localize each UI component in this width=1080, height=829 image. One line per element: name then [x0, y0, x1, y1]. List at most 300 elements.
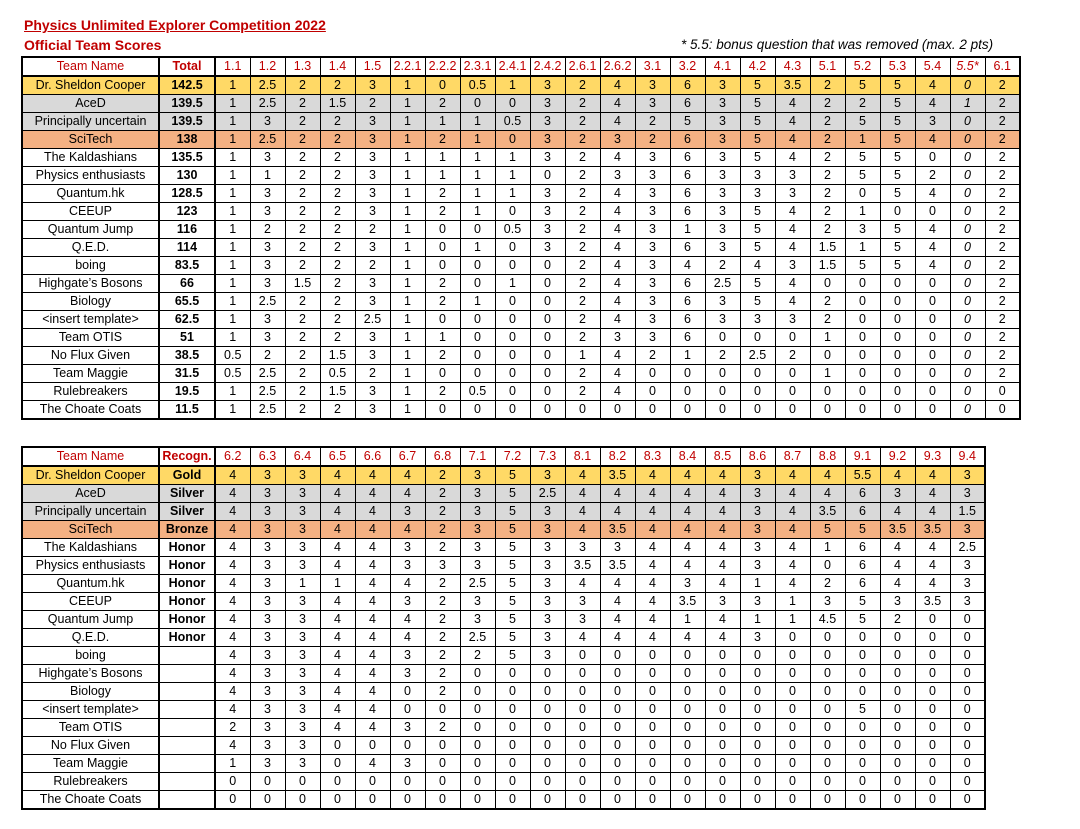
score-cell: 4 [355, 647, 390, 665]
score-cell: 1 [215, 293, 250, 311]
score-cell: 3 [740, 185, 775, 203]
score-cell: 5 [740, 221, 775, 239]
score-cell: 0 [775, 329, 810, 347]
score-cell: 0 [950, 149, 985, 167]
team-name-cell: AceD [22, 485, 159, 503]
score-cell: 3 [530, 185, 565, 203]
score-cell: 5 [740, 293, 775, 311]
score-cell: 0 [775, 683, 810, 701]
score-cell: 3 [635, 275, 670, 293]
score-cell: 0 [530, 665, 565, 683]
score-cell: 4 [565, 629, 600, 647]
score-cell: 2 [320, 131, 355, 149]
score-cell: 3 [635, 311, 670, 329]
score-cell: 2 [985, 365, 1020, 383]
score-cell: 0 [530, 347, 565, 365]
score-cell: 0 [600, 773, 635, 791]
score-cell: 0 [460, 257, 495, 275]
score-cell: 0 [845, 737, 880, 755]
score-cell: 2 [565, 76, 600, 95]
score-cell: 0 [635, 647, 670, 665]
score-cell: 3 [285, 539, 320, 557]
score-cell: 0 [600, 647, 635, 665]
score-cell: 0 [950, 167, 985, 185]
score-cell: 2.5 [250, 293, 285, 311]
score-cell: 4 [915, 466, 950, 485]
score-cell: 1 [215, 113, 250, 131]
score-cell: 4 [915, 257, 950, 275]
team-name-cell: Quantum.hk [22, 185, 159, 203]
score-cell: 0 [495, 737, 530, 755]
score-cell: 3 [775, 167, 810, 185]
score-cell: 6 [670, 275, 705, 293]
score-cell: 1 [250, 167, 285, 185]
table-row [22, 383, 1020, 401]
score-cell: 3 [670, 575, 705, 593]
score-cell: 3 [530, 521, 565, 539]
score-cell: 3 [285, 611, 320, 629]
score-cell: 3 [250, 611, 285, 629]
score-cell: 0 [880, 275, 915, 293]
score-cell: 0 [425, 76, 460, 95]
score-cell: 2 [320, 239, 355, 257]
score-cell: 1 [215, 257, 250, 275]
score-cell: 1 [215, 167, 250, 185]
table-row [22, 95, 1020, 113]
score-cell: 2 [775, 347, 810, 365]
score-cell: 3 [565, 593, 600, 611]
score-cell: 4 [670, 629, 705, 647]
score-cell: 0 [810, 629, 845, 647]
score-cell: 2 [425, 95, 460, 113]
score-cell: 5 [880, 149, 915, 167]
team-name-cell: Highgate’s Bosons [22, 275, 159, 293]
score-cell: 0 [460, 791, 495, 810]
score-cell: 3 [250, 683, 285, 701]
score-cell: 0 [950, 755, 985, 773]
score-cell: 0 [880, 701, 915, 719]
score-cell: 3 [705, 167, 740, 185]
score-cell: 4 [320, 593, 355, 611]
score-cell: 0 [670, 719, 705, 737]
score-cell: 4 [215, 503, 250, 521]
score-cell: 1 [215, 95, 250, 113]
score-cell: 0 [950, 275, 985, 293]
score-cell: 0 [950, 611, 985, 629]
score-cell: 0 [950, 239, 985, 257]
score-cell: 0 [530, 365, 565, 383]
score-cell: 0 [705, 683, 740, 701]
score-cell: 0 [915, 365, 950, 383]
total-cell: 38.5 [159, 347, 215, 365]
score-cell: 6 [845, 503, 880, 521]
score-cell: 4 [215, 485, 250, 503]
score-cell: 1 [460, 149, 495, 167]
score-cell: 0 [495, 329, 530, 347]
recognition-cell: Honor [159, 539, 215, 557]
score-cell: 4 [390, 466, 425, 485]
score-cell: 3 [460, 503, 495, 521]
score-cell: 3 [530, 629, 565, 647]
table-row [22, 401, 1020, 420]
score-cell: 2 [320, 221, 355, 239]
score-cell: 1 [320, 575, 355, 593]
score-cell: 4 [705, 611, 740, 629]
score-cell: 3 [635, 76, 670, 95]
score-cell: 3 [250, 593, 285, 611]
score-cell: 4 [215, 521, 250, 539]
team-name-cell: CEEUP [22, 203, 159, 221]
score-cell: 0 [775, 719, 810, 737]
score-cell: 5 [495, 466, 530, 485]
score-cell: 0 [775, 365, 810, 383]
team-name-cell: The Kaldashians [22, 149, 159, 167]
score-cell: 4 [775, 113, 810, 131]
score-cell: 3 [250, 629, 285, 647]
score-cell: 4 [355, 466, 390, 485]
score-cell: 0 [635, 755, 670, 773]
score-cell: 4 [565, 485, 600, 503]
team-name-cell: The Choate Coats [22, 791, 159, 810]
score-cell: 1.5 [950, 503, 985, 521]
score-cell: 6 [670, 239, 705, 257]
table-row [22, 311, 1020, 329]
team-name-cell: Physics enthusiasts [22, 557, 159, 575]
score-cell: 2 [355, 257, 390, 275]
score-cell: 0 [635, 665, 670, 683]
score-cell: 0.5 [495, 221, 530, 239]
score-cell: 2 [985, 167, 1020, 185]
score-cell: 4 [600, 113, 635, 131]
score-cell: 0 [845, 401, 880, 420]
score-cell: 1.5 [810, 239, 845, 257]
score-cell: 4 [355, 755, 390, 773]
score-cell: 0 [460, 755, 495, 773]
score-cell: 0 [320, 791, 355, 810]
score-cell: 0 [810, 557, 845, 575]
score-cell: 3 [285, 593, 320, 611]
score-cell: 1 [390, 311, 425, 329]
team-name-cell: No Flux Given [22, 347, 159, 365]
table-row [22, 593, 985, 611]
score-cell: 3.5 [600, 466, 635, 485]
score-cell: 0 [530, 293, 565, 311]
score-cell: 4 [600, 365, 635, 383]
score-cell: 2 [985, 203, 1020, 221]
score-cell: 1 [495, 167, 530, 185]
score-cell: 0 [950, 221, 985, 239]
score-cell: 3 [810, 593, 845, 611]
score-cell: 4 [775, 539, 810, 557]
score-cell: 5 [880, 257, 915, 275]
table-row [22, 503, 985, 521]
score-cell: 3 [250, 755, 285, 773]
score-cell: 5 [740, 149, 775, 167]
score-cell: 2 [285, 113, 320, 131]
score-cell: 4.5 [810, 611, 845, 629]
score-cell: 2 [985, 347, 1020, 365]
score-cell: 0 [565, 773, 600, 791]
score-cell: 4 [320, 521, 355, 539]
team-name-cell: Biology [22, 683, 159, 701]
score-cell: 2 [565, 293, 600, 311]
team-name-cell: Rulebreakers [22, 383, 159, 401]
score-cell: 2 [425, 275, 460, 293]
score-cell: 2 [285, 383, 320, 401]
score-cell: 4 [320, 719, 355, 737]
score-cell: 4 [600, 383, 635, 401]
score-cell: 0 [880, 329, 915, 347]
score-cell: 3 [635, 203, 670, 221]
score-cell: 0 [950, 701, 985, 719]
score-cell: 0 [880, 383, 915, 401]
score-cell: 4 [915, 575, 950, 593]
score-cell: 2 [320, 149, 355, 167]
score-cell: 0 [810, 275, 845, 293]
score-cell: 3 [355, 293, 390, 311]
team-name-cell: Team OTIS [22, 719, 159, 737]
score-cell: 2 [285, 221, 320, 239]
score-cell: 3 [285, 755, 320, 773]
score-cell: 1 [460, 293, 495, 311]
score-cell: 1.5 [320, 347, 355, 365]
score-cell: 3 [740, 539, 775, 557]
score-cell: 4 [600, 311, 635, 329]
score-cell: 0 [845, 773, 880, 791]
score-cell: 6 [845, 539, 880, 557]
score-cell: 2.5 [460, 575, 495, 593]
score-cell: 4 [355, 629, 390, 647]
score-cell: 3 [705, 113, 740, 131]
score-cell: 0 [530, 683, 565, 701]
score-cell: 0 [915, 773, 950, 791]
score-cell: 0.5 [460, 383, 495, 401]
score-cell: 0 [705, 719, 740, 737]
score-cell: 0 [740, 719, 775, 737]
header-question: 8.2 [600, 447, 635, 466]
score-cell: 0 [845, 629, 880, 647]
score-cell: 0 [565, 401, 600, 420]
score-cell: 6 [670, 293, 705, 311]
score-cell: 0 [950, 791, 985, 810]
score-cell: 0 [880, 293, 915, 311]
score-cell: 3 [285, 737, 320, 755]
score-cell: 0 [425, 791, 460, 810]
score-cell: 6 [670, 95, 705, 113]
score-cell: 4 [670, 485, 705, 503]
score-cell: 0 [670, 773, 705, 791]
score-cell: 1 [390, 149, 425, 167]
score-cell: 3 [705, 131, 740, 149]
score-cell: 2 [810, 95, 845, 113]
score-cell: 0 [600, 791, 635, 810]
score-cell: 0 [320, 755, 355, 773]
score-cell: 0 [740, 329, 775, 347]
score-cell: 2 [285, 239, 320, 257]
score-cell: 1 [390, 167, 425, 185]
score-cell: 2 [565, 329, 600, 347]
recognition-cell [159, 647, 215, 665]
score-cell: 0 [810, 683, 845, 701]
score-cell: 2 [425, 383, 460, 401]
score-cell: 1 [425, 113, 460, 131]
score-cell: 3 [250, 557, 285, 575]
score-cell: 0 [880, 773, 915, 791]
score-cell: 3.5 [600, 521, 635, 539]
score-cell: 0 [460, 737, 495, 755]
score-cell: 6 [845, 557, 880, 575]
team-name-cell: boing [22, 647, 159, 665]
score-cell: 3 [530, 221, 565, 239]
score-cell: 0 [705, 773, 740, 791]
score-cell: 2 [985, 293, 1020, 311]
score-cell: 4 [915, 539, 950, 557]
score-cell: 3 [355, 203, 390, 221]
total-cell: 19.5 [159, 383, 215, 401]
score-cell: 0 [495, 719, 530, 737]
score-cell: 3 [460, 466, 495, 485]
recognition-cell: Honor [159, 629, 215, 647]
team-recognition-table [21, 446, 986, 810]
score-cell: 3 [250, 466, 285, 485]
score-cell: 0 [915, 737, 950, 755]
score-cell: 1 [390, 383, 425, 401]
score-cell: 0 [565, 755, 600, 773]
score-cell: 3 [285, 701, 320, 719]
score-cell: 3 [530, 76, 565, 95]
score-cell: 3 [775, 311, 810, 329]
score-cell: 3.5 [810, 503, 845, 521]
score-cell: 6 [670, 311, 705, 329]
score-cell: 4 [600, 203, 635, 221]
score-cell: 5 [740, 76, 775, 95]
score-cell: 4 [215, 629, 250, 647]
score-cell: 2 [565, 185, 600, 203]
score-cell: 0 [530, 773, 565, 791]
score-cell: 4 [775, 503, 810, 521]
score-cell: 3 [355, 131, 390, 149]
score-cell: 3 [705, 76, 740, 95]
score-cell: 1 [390, 185, 425, 203]
team-name-cell: SciTech [22, 521, 159, 539]
score-cell: 5 [495, 521, 530, 539]
score-cell: 4 [775, 557, 810, 575]
score-cell: 2.5 [705, 275, 740, 293]
score-cell: 0 [740, 701, 775, 719]
header-question: 6.6 [355, 447, 390, 466]
score-cell: 3 [250, 701, 285, 719]
score-cell: 2 [565, 203, 600, 221]
score-cell: 2.5 [250, 383, 285, 401]
score-cell: 0 [460, 311, 495, 329]
score-cell: 4 [775, 221, 810, 239]
team-name-cell: Quantum.hk [22, 575, 159, 593]
team-name-cell: Q.E.D. [22, 629, 159, 647]
score-cell: 0 [705, 665, 740, 683]
score-cell: 3 [600, 167, 635, 185]
score-cell: 0 [950, 773, 985, 791]
score-cell: 3 [250, 647, 285, 665]
total-cell: 31.5 [159, 365, 215, 383]
score-cell: 2 [285, 365, 320, 383]
score-cell: 4 [215, 539, 250, 557]
header-question: 2.4.1 [495, 57, 530, 76]
score-cell: 2 [425, 665, 460, 683]
score-cell: 0 [565, 719, 600, 737]
score-cell: 0 [810, 773, 845, 791]
team-name-cell: Rulebreakers [22, 773, 159, 791]
score-cell: 2 [635, 113, 670, 131]
score-cell: 4 [670, 257, 705, 275]
total-cell: 138 [159, 131, 215, 149]
score-cell: 1 [845, 203, 880, 221]
score-cell: 0 [740, 401, 775, 420]
score-cell: 5 [740, 95, 775, 113]
score-cell: 0 [915, 149, 950, 167]
score-cell: 0 [600, 719, 635, 737]
score-cell: 4 [775, 575, 810, 593]
total-cell: 62.5 [159, 311, 215, 329]
score-cell: 4 [320, 683, 355, 701]
score-cell: 0 [950, 719, 985, 737]
team-name-cell: Biology [22, 293, 159, 311]
score-cell: 4 [355, 539, 390, 557]
score-cell: 0 [950, 383, 985, 401]
score-cell: 4 [215, 557, 250, 575]
score-cell: 0 [495, 791, 530, 810]
score-cell: 3 [530, 203, 565, 221]
score-cell: 0 [495, 239, 530, 257]
score-cell: 2 [320, 275, 355, 293]
score-cell: 0 [810, 791, 845, 810]
score-cell: 3 [250, 329, 285, 347]
score-cell: 2 [250, 221, 285, 239]
header-question: 9.2 [880, 447, 915, 466]
table-row [22, 329, 1020, 347]
score-cell: 0 [495, 755, 530, 773]
table-row [22, 203, 1020, 221]
score-cell: 4 [635, 629, 670, 647]
total-cell: 123 [159, 203, 215, 221]
score-cell: 1 [215, 401, 250, 420]
score-cell: 1 [460, 185, 495, 203]
team-name-cell: Principally uncertain [22, 113, 159, 131]
score-cell: 4 [880, 575, 915, 593]
score-cell: 1 [390, 329, 425, 347]
header-question: 8.8 [810, 447, 845, 466]
score-cell: 0 [495, 347, 530, 365]
score-cell: 1 [215, 131, 250, 149]
score-cell: 0 [530, 383, 565, 401]
score-cell: 0 [215, 791, 250, 810]
score-cell: 5 [880, 167, 915, 185]
score-cell: 0 [915, 683, 950, 701]
score-cell: 4 [215, 737, 250, 755]
score-cell: 0 [880, 629, 915, 647]
score-cell: 3 [705, 293, 740, 311]
score-cell: 0 [495, 203, 530, 221]
score-cell: 4 [705, 485, 740, 503]
score-cell: 4 [215, 701, 250, 719]
score-cell: 0 [950, 76, 985, 95]
score-cell: 0 [670, 647, 705, 665]
score-cell: 2 [425, 203, 460, 221]
header-question: 2.2.1 [390, 57, 425, 76]
score-cell: 0 [845, 185, 880, 203]
score-cell: 3 [775, 185, 810, 203]
table-row [22, 557, 985, 575]
score-cell: 0 [460, 329, 495, 347]
